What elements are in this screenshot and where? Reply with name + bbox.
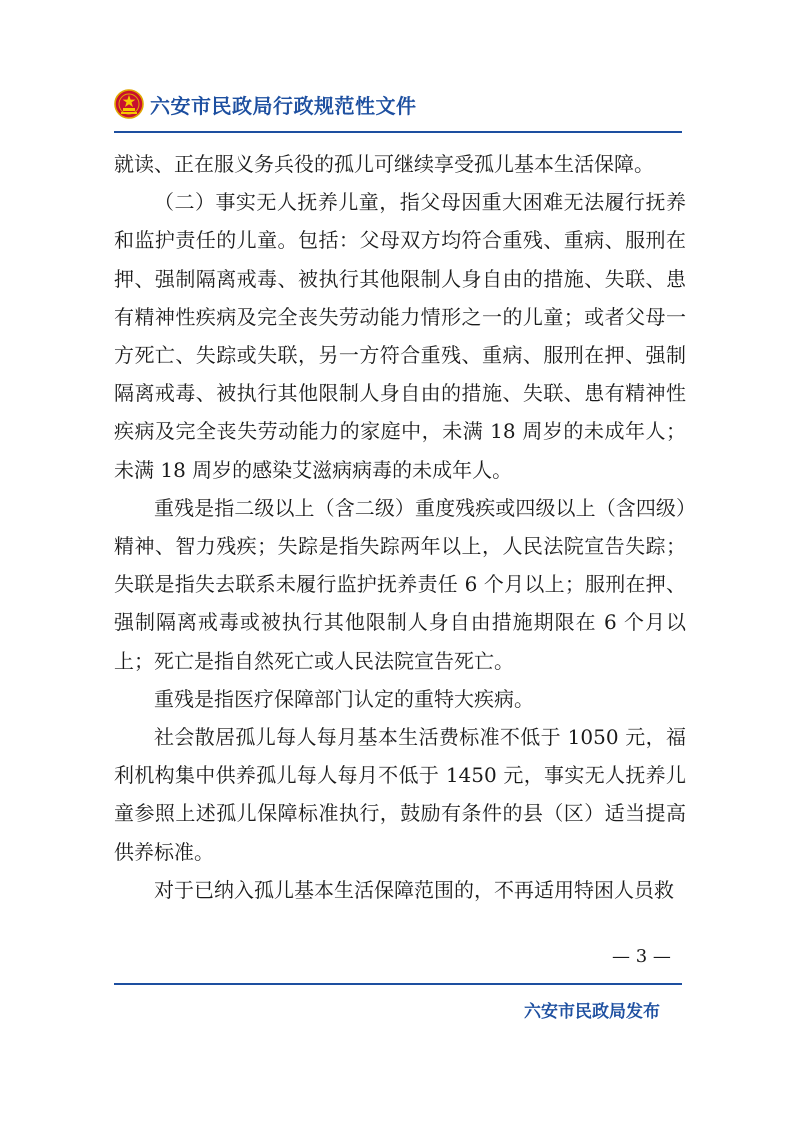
footer-publisher: 六安市民政局发布	[524, 1002, 660, 1022]
header-title: 六安市民政局行政规范性文件	[150, 93, 417, 118]
national-emblem-icon	[114, 89, 144, 119]
header-divider	[114, 131, 682, 133]
paragraph-illness-definition: 重残是指医疗保障部门认定的重特大疾病。	[154, 686, 534, 711]
paragraph-applicability: 对于已纳入孤儿基本生活保障范围的，不再适用特困人员救	[154, 877, 674, 902]
page-number: — 3 —	[612, 946, 671, 967]
paragraph-continuation: 就读、正在服义务兵役的孤儿可继续享受孤儿基本生活保障。	[114, 152, 654, 176]
paragraph-definition-unattended-children: （二）事实无人抚养儿童，指父母因重大困难无法履行抚养和监护责任的儿童。包括：父母双方均符合重残、重病、服刑在押、强制隔离戒毒、被执行其他限制人身自由的措施、失联、患有精神性疾病及完全丧失劳动能力情形之一的儿童；或者父母一方死亡、失踪或失联，另一方符合重残、重病、服刑在押、强制隔离戒毒、被执行其他限制人身自由的措施、失联、患有精神性疾病及完全丧失劳动能力的家庭中，未满 18 周岁的未成年人；未满 18 周岁的感染艾滋病病毒的未成年人。	[114, 190, 686, 482]
paragraph-living-allowance-standard: 社会散居孤儿每人每月基本生活费标准不低于 1050 元，福利机构集中供养孤儿每人每月不低于 1450 元，事实无人抚养儿童参照上述孤儿保障标准执行，鼓励有条件的县（区）适当提高供养标准。	[114, 725, 686, 864]
paragraph-disability-definition: 重残是指二级以上（含二级）重度残疾或四级以上（含四级）精神、智力残疾；失踪是指失踪两年以上，人民法院宣告失踪；失联是指失去联系未履行监护抚养责任 6 个月以上；服刑在押、强制隔离戒毒或被执行其他限制人身自由措施期限在 6 个月以上；死亡是指自然死亡或人民法院宣告死亡。	[114, 495, 686, 673]
document-body	[114, 145, 686, 909]
footer-divider	[114, 983, 682, 985]
document-header	[114, 86, 417, 122]
